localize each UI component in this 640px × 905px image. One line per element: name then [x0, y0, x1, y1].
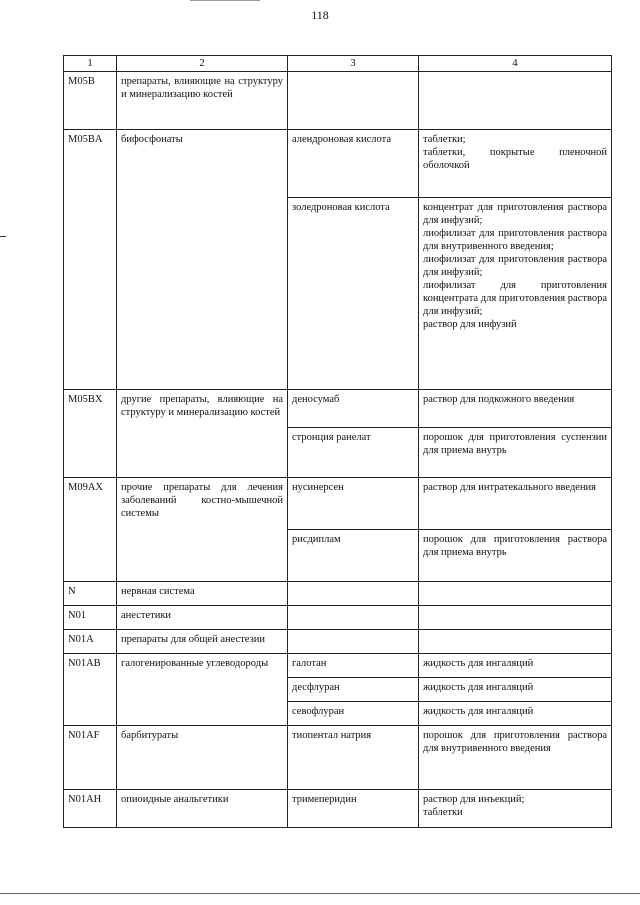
- dosage-form: жидкость для ингаляций: [423, 658, 534, 669]
- group-name: галогенированные углеводороды: [117, 654, 288, 726]
- dosage-forms: [419, 130, 612, 198]
- atc-code: N01AB: [64, 654, 117, 726]
- drug-name: тримеперидин: [288, 790, 419, 828]
- drug-name: нусинерсен: [288, 478, 419, 530]
- table-row: [64, 630, 612, 654]
- table-row: [64, 790, 612, 828]
- atc-code: N01A: [64, 630, 117, 654]
- dosage-forms: [419, 654, 612, 678]
- drug-table: [63, 55, 612, 828]
- table-row: [64, 72, 612, 130]
- atc-code: N01AF: [64, 726, 117, 790]
- dosage-form: порошок для приготовления раствора для приема внутрь: [423, 534, 607, 558]
- page-number: 118: [311, 8, 329, 22]
- dosage-form: таблетки: [423, 807, 463, 818]
- table-row: [64, 478, 612, 530]
- drug-name: золедроновая кислота: [288, 198, 419, 390]
- drug-name: [288, 582, 419, 606]
- column-header: 3: [288, 56, 419, 72]
- dosage-forms: [419, 72, 612, 130]
- drug-name: галотан: [288, 654, 419, 678]
- column-header: 4: [419, 56, 612, 72]
- dosage-form: раствор для инъекций;: [423, 794, 525, 805]
- dosage-forms: [419, 390, 612, 428]
- drug-name: севофлуран: [288, 702, 419, 726]
- group-name: барбитураты: [117, 726, 288, 790]
- drug-name: тиопентал натрия: [288, 726, 419, 790]
- column-header: 2: [117, 56, 288, 72]
- table-row: [64, 582, 612, 606]
- dosage-form: жидкость для ингаляций: [423, 706, 534, 717]
- dosage-forms: [419, 702, 612, 726]
- dosage-forms: [419, 726, 612, 790]
- dosage-form: лиофилизат для приготовления раствора для внутривенного введения;: [423, 228, 607, 252]
- table-row: [64, 390, 612, 428]
- drug-name: алендроновая кислота: [288, 130, 419, 198]
- drug-name: [288, 72, 419, 130]
- dosage-form: раствор для подкожного введения: [423, 394, 575, 405]
- atc-code: N01: [64, 606, 117, 630]
- dosage-form: лиофилизат для приготовления раствора для инфузий;: [423, 254, 607, 278]
- dosage-form: раствор для инфузий: [423, 319, 517, 330]
- dosage-forms: [419, 478, 612, 530]
- column-header: 1: [64, 56, 117, 72]
- dosage-form: жидкость для ингаляций: [423, 682, 534, 693]
- drug-name: рисдиплам: [288, 530, 419, 582]
- table-header-row: [64, 56, 612, 72]
- scan-line: [0, 893, 640, 894]
- group-name: препараты, влияющие на структуру и минерализацию костей: [117, 72, 288, 130]
- dosage-forms: [419, 428, 612, 478]
- scan-line: [190, 0, 260, 1]
- drug-name: стронция ранелат: [288, 428, 419, 478]
- dosage-form: лиофилизат для приготовления концентрата для приготовления раствора для инфузий;: [423, 280, 607, 317]
- atc-code: M05BX: [64, 390, 117, 478]
- dosage-forms: [419, 678, 612, 702]
- drug-name: [288, 630, 419, 654]
- atc-code: N01AH: [64, 790, 117, 828]
- table-row: [64, 606, 612, 630]
- dosage-forms: [419, 582, 612, 606]
- group-name: опиоидные анальгетики: [117, 790, 288, 828]
- group-name: нервная система: [117, 582, 288, 606]
- group-name: препараты для общей анестезии: [117, 630, 288, 654]
- dosage-form: концентрат для приготовления раствора для инфузий;: [423, 202, 607, 226]
- dosage-form: раствор для интратекального введения: [423, 482, 597, 493]
- dosage-form: таблетки;: [423, 134, 466, 145]
- table-row: [64, 654, 612, 678]
- dosage-forms: [419, 790, 612, 828]
- table-row: [64, 726, 612, 790]
- drug-name: десфлуран: [288, 678, 419, 702]
- atc-code: M05BA: [64, 130, 117, 390]
- group-name: бифосфонаты: [117, 130, 288, 390]
- dosage-form: порошок для приготовления раствора для внутривенного введения: [423, 730, 607, 754]
- group-name: прочие препараты для лечения заболеваний костно-мышечной системы: [117, 478, 288, 582]
- drug-name: деносумаб: [288, 390, 419, 428]
- atc-code: M09AX: [64, 478, 117, 582]
- group-name: другие препараты, влияющие на структуру и минерализацию костей: [117, 390, 288, 478]
- atc-code: M05B: [64, 72, 117, 130]
- atc-code: N: [64, 582, 117, 606]
- dosage-form: порошок для приготовления суспензии для приема внутрь: [423, 432, 607, 456]
- dosage-forms: [419, 198, 612, 390]
- drug-name: [288, 606, 419, 630]
- group-name: анестетики: [117, 606, 288, 630]
- table-row: [64, 130, 612, 198]
- dosage-forms: [419, 530, 612, 582]
- scan-mark: [0, 236, 6, 237]
- dosage-form: таблетки, покрытые пленочной оболочкой: [423, 147, 607, 171]
- dosage-forms: [419, 630, 612, 654]
- dosage-forms: [419, 606, 612, 630]
